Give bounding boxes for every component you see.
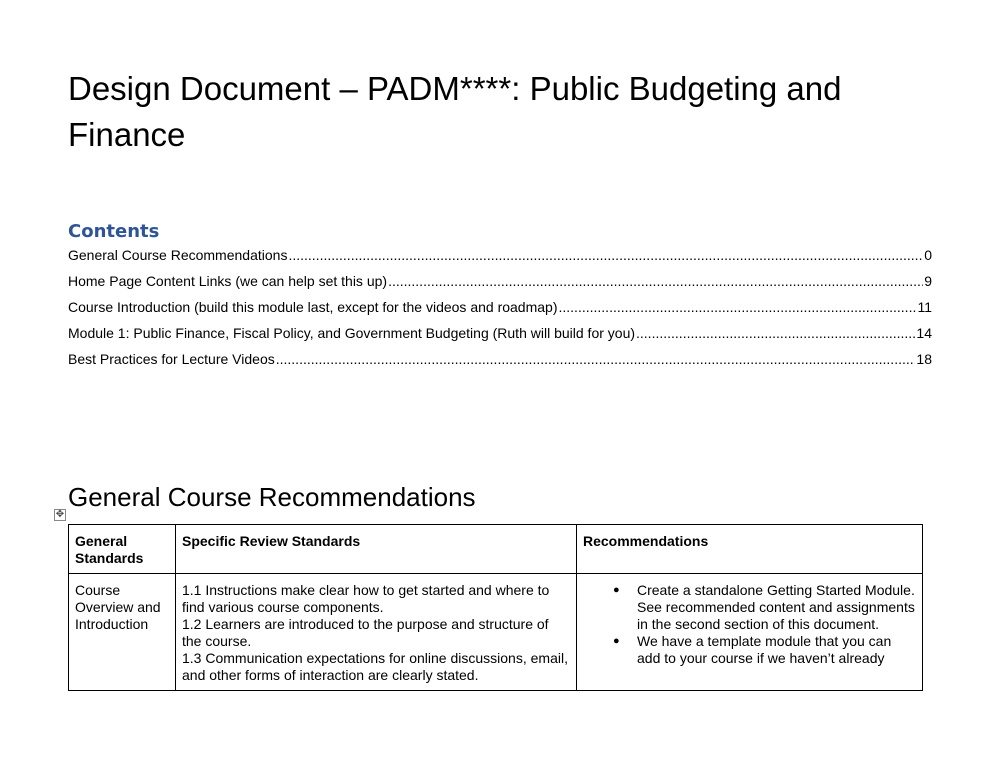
- toc-entry-page: 18: [916, 351, 932, 367]
- standard-item: 1.3 Communication expectations for online discussions, email, and other forms of interaction are clearly stated.: [182, 650, 568, 683]
- toc-entry-label: Course Introduction (build this module last, except for the videos and roadmap): [68, 299, 558, 315]
- toc-entry-page: 14: [916, 325, 932, 341]
- toc-entry-label: Module 1: Public Finance, Fiscal Policy, and Government Budgeting (Ruth will build for you): [68, 325, 636, 341]
- recommendations-list: [583, 582, 916, 667]
- toc-entry[interactable]: [68, 297, 932, 323]
- general-standard-cell: Course Overview and Introduction: [69, 574, 176, 691]
- toc-leader-dots: [276, 349, 916, 369]
- table-row: [69, 574, 923, 691]
- toc-leader-dots: [636, 323, 915, 343]
- toc-entry-label: General Course Recommendations: [68, 247, 288, 263]
- column-header-specific-review-standards: Specific Review Standards: [176, 525, 577, 574]
- toc-heading: Contents: [68, 221, 160, 242]
- column-header-recommendations: Recommendations: [577, 525, 923, 574]
- toc-leader-dots: [559, 297, 917, 317]
- document-title: Design Document – PADM****: Public Budgeting and Finance: [68, 70, 842, 153]
- toc-entry-page: 0: [924, 247, 932, 263]
- column-header-general-standards: General Standards: [69, 525, 176, 574]
- toc-leader-dots: [288, 245, 923, 265]
- toc-entry-label: Home Page Content Links (we can help set this up): [68, 273, 388, 289]
- table-move-handle-icon[interactable]: ✥: [55, 509, 65, 520]
- table-header-row: [69, 525, 923, 574]
- recommendations-table: [68, 524, 923, 691]
- toc-entry-page: 11: [917, 299, 932, 315]
- recommendation-item: ● We have a template module that you can add to your course if we haven’t already: [637, 633, 916, 667]
- table-of-contents: [68, 245, 932, 375]
- toc-entry[interactable]: [68, 349, 932, 375]
- recommendations-cell: [577, 574, 923, 691]
- toc-leader-dots: [388, 271, 923, 291]
- toc-entry[interactable]: [68, 245, 932, 271]
- toc-entry-page: 9: [924, 273, 932, 289]
- standard-item: 1.2 Learners are introduced to the purpose and structure of the course.: [182, 616, 549, 649]
- standard-item: 1.1 Instructions make clear how to get started and where to find various course components.: [182, 582, 550, 615]
- toc-entry[interactable]: [68, 271, 932, 297]
- recommendation-item: ● Create a standalone Getting Started Module. See recommended content and assignments in the second section of this document.: [637, 582, 916, 633]
- specific-standards-cell: [176, 574, 577, 691]
- toc-entry-label: Best Practices for Lecture Videos: [68, 351, 275, 367]
- section-heading: General Course Recommendations: [68, 482, 476, 512]
- toc-entry[interactable]: [68, 323, 932, 349]
